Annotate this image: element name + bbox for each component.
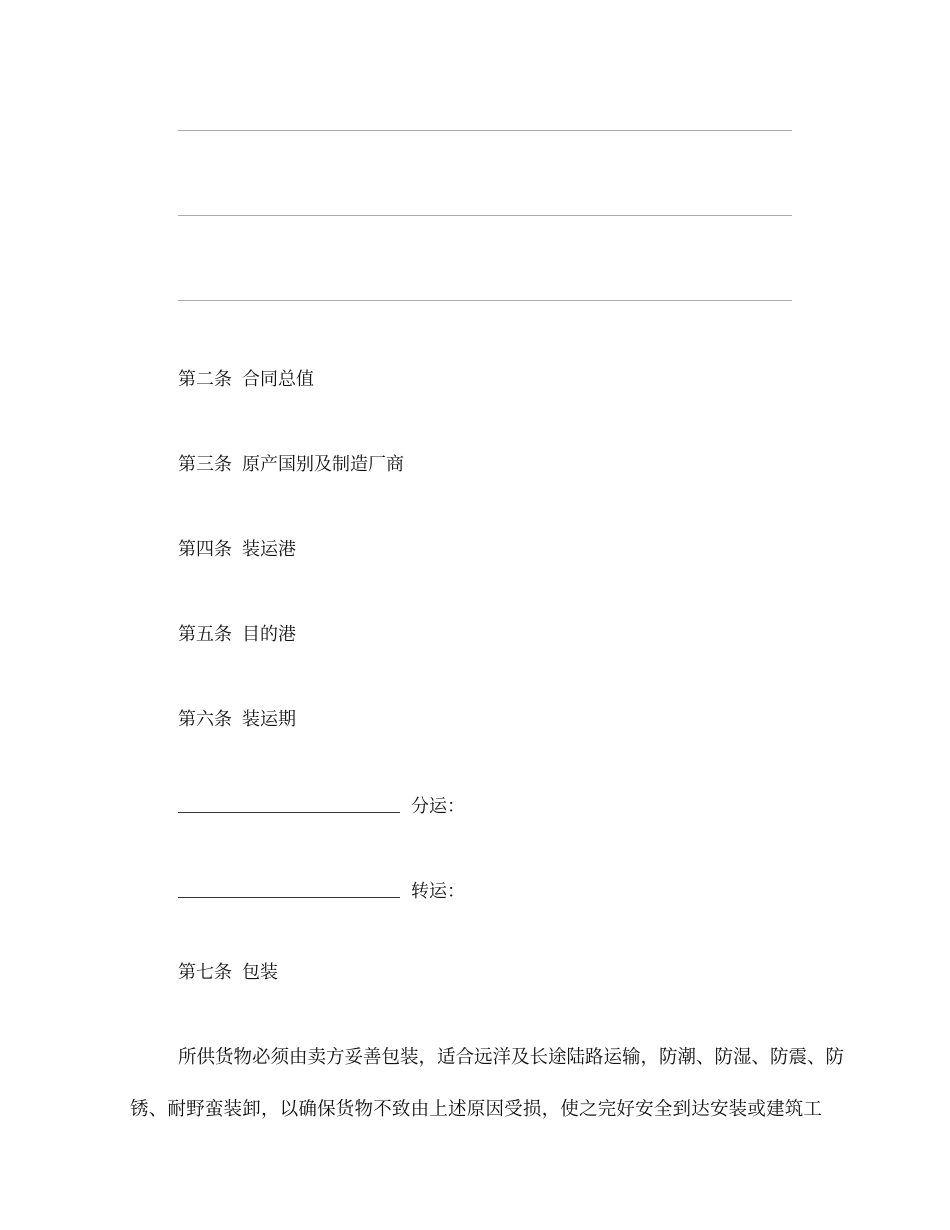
article-number: 第二条 <box>178 369 232 390</box>
article-6-heading <box>178 709 296 731</box>
article-number: 第三条 <box>178 454 232 475</box>
article-title: 装运期 <box>242 709 296 730</box>
blank-line <box>178 130 792 131</box>
article-title: 包装 <box>242 962 278 983</box>
article-2-heading <box>178 369 314 391</box>
article-5-heading <box>178 624 296 646</box>
transshipment-blank <box>178 897 400 898</box>
article-title: 原产国别及制造厂商 <box>242 454 404 475</box>
article-number: 第六条 <box>178 709 232 730</box>
blank-line <box>178 215 792 216</box>
article-number: 第五条 <box>178 624 232 645</box>
article-3-heading <box>178 454 404 476</box>
packing-paragraph-line: 所供货物必须由卖方妥善包装，适合远洋及长途陆路运输，防潮、防湿、防震、防 <box>178 1047 845 1068</box>
transshipment-label: 转运： <box>411 881 465 902</box>
article-title: 装运港 <box>242 539 296 560</box>
article-7-heading <box>178 962 278 984</box>
partial-shipment-blank <box>178 812 400 813</box>
article-number: 第四条 <box>178 539 232 560</box>
article-number: 第七条 <box>178 962 232 983</box>
article-title: 合同总值 <box>242 369 314 390</box>
partial-shipment-label: 分运： <box>411 796 465 817</box>
article-4-heading <box>178 539 296 561</box>
blank-line <box>178 300 792 301</box>
packing-paragraph-line: 锈、耐野蛮装卸，以确保货物不致由上述原因受损，使之完好安全到达安装或建筑工 <box>130 1099 822 1120</box>
article-title: 目的港 <box>242 624 296 645</box>
